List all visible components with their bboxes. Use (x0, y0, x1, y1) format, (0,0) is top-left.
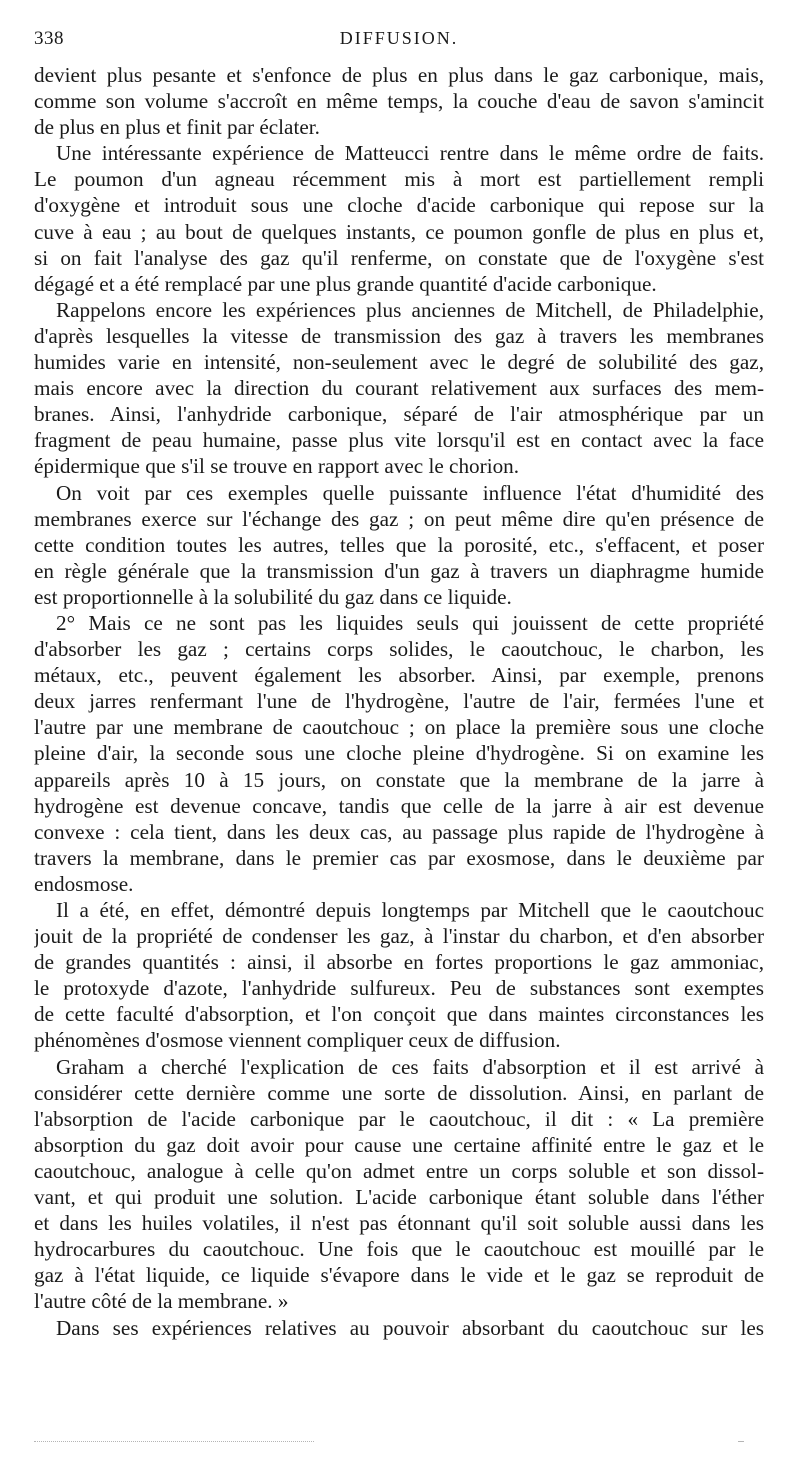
text-line: d'après lesquelles la vitesse de transmission des gaz à travers les membranes (34, 323, 764, 348)
paragraph (34, 897, 764, 1054)
text-line: 2° Mais ce ne sont pas les liquides seuls qui jouissent de cette propriété (56, 610, 764, 635)
text-line: de cette faculté d'absorption, et l'on conçoit que dans maintes circonstances les (34, 1002, 764, 1027)
text-line: phénomènes d'osmose viennent compliquer ceux de diffusion. (34, 1028, 561, 1053)
text-line: Il a été, en effet, démontré depuis longtemps par Mitchell que le caoutchouc (56, 898, 764, 922)
text-line: et dans les huiles volatiles, il n'est pas étonnant qu'il soit soluble aussi dans les (34, 1211, 764, 1236)
page-number: 338 (34, 28, 64, 49)
paragraph (34, 480, 764, 610)
paragraph (34, 1054, 764, 1315)
text-line: Graham a cherché l'explication de ces faits d'absorption et il est arrivé à (56, 1054, 764, 1079)
text-line: convexe : cela tient, dans les deux cas, au passage plus rapide de l'hydrogène à (34, 819, 764, 844)
text-line: vant, et qui produit une solution. L'acide carbonique étant soluble dans l'éther (34, 1185, 764, 1210)
page-header (34, 28, 764, 56)
text-line: Dans ses expériences relatives au pouvoir absorbant du caoutchouc sur les (56, 1315, 764, 1340)
text-line: l'absorption de l'acide carbonique par le caoutchouc, il dit : « La première (34, 1106, 764, 1131)
text-line: de plus en plus et finit par éclater. (34, 115, 320, 140)
paragraph (34, 62, 764, 140)
text-line: gaz à l'état liquide, ce liquide s'évapore dans le vide et le gaz se reproduit de (34, 1263, 764, 1288)
text-line: jouit de la propriété de condenser les gaz, à l'instar du charbon, et d'en absorber (34, 924, 764, 949)
text-line: Une intéressante expérience de Matteucci rentre dans le même ordre de faits. (56, 141, 764, 166)
running-title: DIFFUSION. (339, 28, 459, 48)
text-line: branes. Ainsi, l'anhydride carbonique, séparé de l'air atmosphérique par un (34, 402, 764, 427)
paragraph (34, 1315, 764, 1341)
text-line: appareils après 10 à 15 jours, on constate que la membrane de la jarre à (34, 767, 764, 792)
text-line: absorption du gaz doit avoir pour cause une certaine affinité entre le gaz et le (34, 1132, 764, 1157)
text-line: travers la membrane, dans le premier cas par exosmose, dans le deuxième par (34, 845, 764, 870)
text-line: cuve à eau ; au bout de quelques instants, ce poumon gonfle de plus en plus et, (34, 219, 764, 244)
text-line: dégagé et a été remplacé par une plus grande quantité d'acide carbonique. (34, 271, 657, 296)
text-line: est proportionnelle à la solubilité du gaz dans ce liquide. (34, 584, 512, 609)
text-line: d'absorber les gaz ; certains corps solides, le caoutchouc, le charbon, les (34, 637, 764, 662)
text-line: fragment de peau humaine, passe plus vite lorsqu'il est en contact avec la face (34, 428, 764, 453)
text-line: mais encore avec la direction du courant relativement aux surfaces des mem- (34, 376, 764, 401)
footer-mark (738, 1441, 744, 1442)
text-line: en règle générale que la transmission d'un gaz à travers un diaphragme humide (34, 558, 764, 583)
text-line: le protoxyde d'azote, l'anhydride sulfureux. Peu de substances sont exemptes (34, 976, 764, 1001)
text-line: humides varie en intensité, non-seulement avec le degré de solubilité des gaz, (34, 350, 764, 375)
text-line: On voit par ces exemples quelle puissante influence l'état d'humidité des (56, 480, 764, 505)
text-line: l'autre par une membrane de caoutchouc ; on place la première sous une cloche (34, 715, 764, 740)
paragraph (34, 140, 764, 297)
text-line: membranes exerce sur l'échange des gaz ; on peut même dire qu'en présence de (34, 506, 764, 531)
text-line: pleine d'air, la seconde sous une cloche pleine d'hydrogène. Si on examine les (34, 741, 764, 766)
text-line: deux jarres renfermant l'une de l'hydrogène, l'autre de l'air, fermées l'une et (34, 689, 764, 714)
text-line: hydrogène est devenue concave, tandis que celle de la jarre à air est devenue (34, 793, 764, 818)
text-line: Rappelons encore les expériences plus anciennes de Mitchell, de Philadelphie, (56, 297, 764, 322)
text-line: d'oxygène et introduit sous une cloche d'acide carbonique qui repose sur la (34, 193, 764, 218)
text-line: caoutchouc, analogue à celle qu'on admet entre un corps soluble et son dissol- (34, 1158, 764, 1183)
paragraph (34, 610, 764, 897)
footer-rule (34, 1441, 314, 1442)
text-line: si on fait l'analyse des gaz qu'il renferme, on constate que de l'oxygène s'est (34, 245, 764, 270)
text-line: hydrocarbures du caoutchouc. Une fois que le caoutchouc est mouillé par le (34, 1237, 764, 1262)
paragraph (34, 297, 764, 480)
body-text (34, 62, 764, 1341)
text-line: devient plus pesante et s'enfonce de plus en plus dans le gaz carbonique, mais, (34, 63, 764, 87)
text-line: comme son volume s'accroît en même temps, la couche d'eau de savon s'amincit (34, 89, 764, 114)
text-line: de grandes quantités : ainsi, il absorbe en fortes proportions le gaz ammoniac, (34, 950, 764, 975)
text-line: métaux, etc., peuvent également les absorber. Ainsi, par exemple, prenons (34, 663, 764, 688)
text-line: l'autre côté de la membrane. » (34, 1289, 289, 1314)
text-line: considérer cette dernière comme une sorte de dissolution. Ainsi, en parlant de (34, 1080, 764, 1105)
text-line: épidermique que s'il se trouve en rapport avec le chorion. (34, 454, 520, 479)
text-line: Le poumon d'un agneau récemment mis à mort est partiellement rempli (34, 167, 764, 192)
text-line: endosmose. (34, 871, 134, 896)
text-line: cette condition toutes les autres, telles que la porosité, etc., s'effacent, et poser (34, 532, 764, 557)
